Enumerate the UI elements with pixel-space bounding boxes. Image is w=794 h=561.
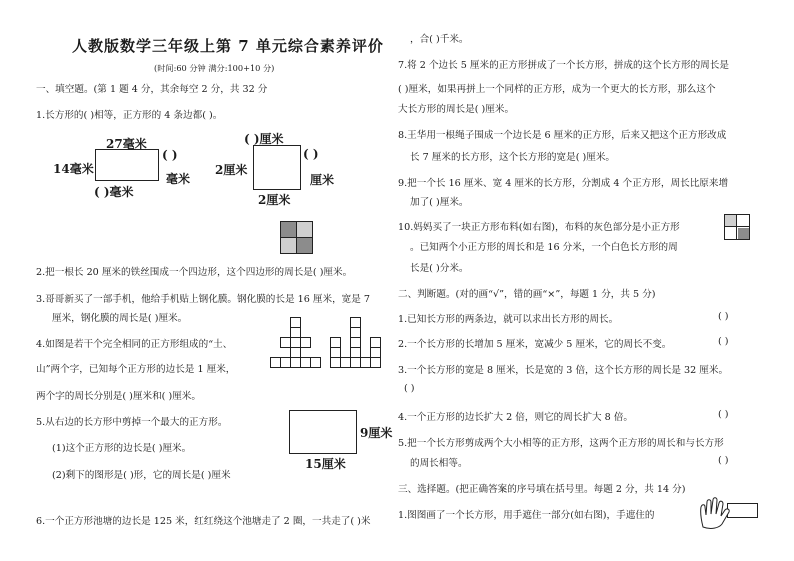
question-2: 2.把一根长 20 厘米的铁丝围成一个四边形，这个四边形的周长是( )厘米。 [36,267,353,278]
judge-4: 4.一个正方形的边长扩大 2 倍，则它的周长扩大 8 倍。 [398,412,634,423]
judge-1-paren: ( ) [718,311,729,322]
fig2-bottom-label: 2厘米 [258,193,291,207]
judge-5-line-1: 5.把一个长方形剪成两个大小相等的正方形，这两个正方形的周长和与长方形 [398,438,724,449]
question-4-line-1: 4.如图是若干个完全相同的正方形组成的“土、 [36,339,233,350]
choice-1: 1.图图画了一个长方形，用手遮住一部分(如右图)，手遮住的 [398,510,655,521]
fig1-right-paren: ( ) [162,148,178,162]
square-figure-2 [253,145,301,190]
question-1: 1.长方形的( )相等，正方形的 4 条边都( )。 [36,110,223,121]
judge-5-paren: ( ) [718,455,729,466]
fig2-top-label: ( )厘米 [244,132,284,146]
section-3-heading: 三、选择题。(把正确答案的序号填在括号里。每题 2 分，共 14 分) [398,484,686,495]
fig1-left-label: 14毫米 [53,162,94,176]
question-8-line-2: 长 7 厘米的长方形，这个长方形的宽是( )厘米。 [410,152,616,163]
judge-2-paren: ( ) [718,336,729,347]
fig1-top-label: 27毫米 [106,137,147,151]
judge-2: 2.一个长方形的长增加 5 厘米，宽减少 5 厘米，它的周长不变。 [398,339,672,350]
question-10-line-2: 。已知两个小正方形的周长和是 16 分米，一个白色长方形的周 [410,242,678,253]
question-3-line-2: 厘米，钢化膜的周长是( )厘米。 [52,313,188,324]
question-7-line-3: 大长方形的周长是( )厘米。 [398,104,515,115]
page-title: 人教版数学三年级上第 7 单元综合素养评价 [72,37,384,55]
question-4-line-2: 山”两个字，已知每个正方形的边长是 1 厘米， [36,364,236,375]
fig5-right-label: 9厘米 [360,426,393,440]
judge-1: 1.已知长方形的两条边，就可以求出长方形的周长。 [398,314,619,325]
question-5: 5.从右边的长方形中剪掉一个最大的正方形。 [36,417,228,428]
fig1-bottom-label: ( )毫米 [94,185,134,199]
quadrant-square-image [280,221,313,254]
judge-5-line-2: 的周长相等。 [410,458,468,469]
page-subtitle: (时间:60 分钟 满分:100+10 分) [154,63,275,73]
question-4-line-3: 两个字的周长分别是( )厘米和( )厘米。 [36,391,201,402]
question-10-line-1: 10.妈妈买了一块正方形布料(如右图)，布料的灰色部分是小正方形 [398,222,680,233]
question-6-continued: ，合( )千米。 [410,34,469,45]
judge-3-paren: ( ) [404,383,415,394]
tu-character-grid [266,317,326,369]
hand-covering-rectangle-image [697,497,759,531]
judge-4-paren: ( ) [718,409,729,420]
question-7-line-1: 7.将 2 个边长 5 厘米的正方形拼成了一个长方形，拼成的这个长方形的周长是 [398,60,729,71]
question-3-line-1: 3.哥哥新买了一部手机，他给手机贴上钢化膜。钢化膜的长是 16 厘米，宽是 7 [36,294,371,305]
section-1-heading: 一、填空题。(第 1 题 4 分，其余每空 2 分，共 32 分 [36,84,268,95]
question-5-part-2: (2)剩下的图形是( )形，它的周长是( )厘米 [52,470,231,481]
question-9-line-1: 9.把一个长 16 厘米、宽 4 厘米的长方形，分割成 4 个正方形，周长比原来增 [398,178,729,189]
judge-3-line-1: 3.一个长方形的宽是 8 厘米，长是宽的 3 倍，这个长方形的周长是 32 厘米。 [398,365,729,376]
question-10-line-3: 长是( )分米。 [410,263,469,274]
question-6: 6.一个正方形池塘的边长是 125 米，红红绕这个池塘走了 2 圈，一共走了( )米 [36,516,371,527]
fig2-right-label: 厘米 [310,173,335,187]
question-9-line-2: 加了( )厘米。 [410,197,469,208]
question-7-line-2: ( )厘米，如果再拼上一个同样的正方形，成为一个更大的长方形，那么这个 [398,84,716,95]
fig1-right-label: 毫米 [166,172,191,186]
question-8-line-1: 8.王华用一根绳子围成一个边长是 6 厘米的正方形，后来又把这个正方形改成 [398,130,727,141]
fabric-square-image [724,214,750,240]
fig2-right-paren: ( ) [303,147,319,161]
fig2-left-label: 2厘米 [215,163,248,177]
rectangle-figure-1 [95,149,159,181]
fig5-bottom-label: 15厘米 [305,457,346,471]
question-5-part-1: (1)这个正方形的边长是( )厘米。 [52,443,192,454]
section-2-heading: 二、判断题。(对的画“√”，错的画“×”，每题 1 分，共 5 分) [398,289,656,300]
shan-character-grid [330,317,380,369]
rectangle-figure-5 [289,410,357,454]
